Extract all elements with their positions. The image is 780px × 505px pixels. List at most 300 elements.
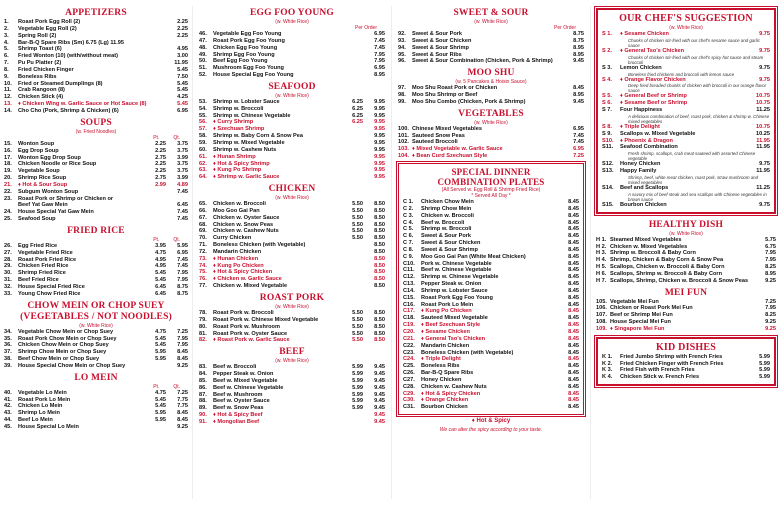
item-name: Chicken Chow Mein xyxy=(421,198,474,205)
price-pint: 5.45 xyxy=(155,335,166,342)
item-name: Curry Chicken xyxy=(213,235,252,242)
section-subtitle: (w. White Rice) xyxy=(275,195,309,202)
menu-item xyxy=(199,31,385,38)
price-quart: 8.45 xyxy=(568,281,579,288)
menu-item xyxy=(4,390,188,397)
menu-item xyxy=(4,26,188,33)
price-quart: 7.45 xyxy=(573,132,584,139)
item-name: Shrimp w. Chinese Vegetable xyxy=(213,112,291,119)
menu-item xyxy=(199,113,385,120)
pt-qt-header: Pt. Qt. xyxy=(153,134,180,141)
item-number: 64. xyxy=(199,174,207,181)
item-name: Boneless Ribs xyxy=(421,363,460,370)
soups-section xyxy=(4,118,188,223)
menu-item xyxy=(398,153,584,160)
menu-item-list xyxy=(398,31,584,65)
item-name: Scallops, Chicken w. Broccoli & Baby Corn xyxy=(610,264,725,271)
item-name: House Special Egg Foo Young xyxy=(213,72,294,79)
section-subtitle: (w. White Rice) xyxy=(275,358,309,365)
price-pint: 6.25 xyxy=(352,119,363,126)
item-number: H 7. xyxy=(596,277,607,284)
beef-section xyxy=(199,347,385,426)
menu-item xyxy=(602,161,770,168)
section-title: SPECIAL DINNER xyxy=(451,166,531,177)
item-number: 106. xyxy=(596,305,607,312)
price-quart: 9.95 xyxy=(374,160,385,167)
item-number: 42. xyxy=(4,403,12,410)
item-name: ♦ General Tso's Chicken xyxy=(620,47,685,54)
item-number: 38. xyxy=(4,356,12,363)
price-pint: 6.45 xyxy=(155,290,166,297)
item-name: Chicken w. Broccoli xyxy=(421,212,474,219)
menu-item xyxy=(403,288,579,295)
item-name: ♦ Curry Shrimp xyxy=(213,119,254,126)
price-quart: 5.99 xyxy=(759,353,770,360)
price-quart: 7.75 xyxy=(177,396,188,403)
item-name: Shrimp w. Broccoli & Baby Corn xyxy=(610,250,696,257)
price-pint: 2.75 xyxy=(155,175,166,182)
item-number: S10. xyxy=(602,137,614,144)
menu-item xyxy=(403,370,579,377)
item-name: Bourbon Chicken xyxy=(620,201,667,208)
price-quart: 8.45 xyxy=(568,267,579,274)
price-quart: 7.45 xyxy=(573,139,584,146)
item-name: Bar-B-Q Spare Ribs (Sm) 6.75 (Lg) 11.95 xyxy=(18,39,125,46)
price-quart: 8.95 xyxy=(374,72,385,79)
price-pint: 5.99 xyxy=(352,405,363,412)
item-name: Roast Pork Egg Foo Young xyxy=(421,294,493,301)
section-title: MEI FUN xyxy=(664,287,708,298)
item-number: 27. xyxy=(4,249,12,256)
price-pint: 7.50 xyxy=(177,73,188,80)
price-quart: 9.95 xyxy=(374,174,385,181)
item-number: H 1. xyxy=(596,236,607,243)
item-number: 48. xyxy=(199,44,207,51)
item-number: C19. xyxy=(403,322,415,329)
price-quart: 8.50 xyxy=(374,201,385,208)
item-description: A delicious combination of beef, roast pork, chicken & shrimp w. Chinese mixed vegetables xyxy=(628,113,770,124)
kid-dishes-box xyxy=(596,337,776,386)
item-name: Shrimp Rice Soup xyxy=(18,175,67,182)
item-number: 107. xyxy=(596,312,607,319)
price-pint: 2.99 xyxy=(155,181,166,188)
price-quart: 5.99 xyxy=(759,374,770,381)
menu-item xyxy=(403,397,579,404)
item-number: 30. xyxy=(4,270,12,277)
price-quart: 6.75 xyxy=(765,243,776,250)
menu-item xyxy=(596,271,776,278)
price-quart: 10.75 xyxy=(756,93,770,100)
item-name: Boneless Chicken (with Vegetable) xyxy=(213,242,306,249)
item-number: S15. xyxy=(602,201,614,208)
item-number: 94. xyxy=(398,44,406,51)
item-description: Shrimp, beef, white meat chicken, roast pork, straw mushroom and mixed vegetables xyxy=(628,174,759,185)
menu-item xyxy=(199,263,385,270)
item-name: Pepper Steak w. Onion xyxy=(213,371,274,378)
price-quart: 8.45 xyxy=(568,383,579,390)
section-title: ROAST PORK xyxy=(259,293,325,303)
item-name: Sweet & Sour Pork xyxy=(412,31,463,37)
item-number: 1. xyxy=(4,19,9,25)
item-number: C27. xyxy=(403,376,415,383)
price-pint: 5.99 xyxy=(352,398,363,405)
section-title: MOO SHU xyxy=(467,68,515,79)
price-quart: 8.50 xyxy=(374,337,385,344)
menu-item xyxy=(4,403,188,410)
item-number: 50. xyxy=(199,58,207,65)
item-number: C17. xyxy=(403,308,415,315)
menu-item-list xyxy=(596,237,776,285)
price-quart: 9.95 xyxy=(374,139,385,146)
price-quart: 8.50 xyxy=(374,235,385,242)
per-order-header: Per Order xyxy=(554,25,576,31)
menu-item xyxy=(403,322,579,329)
item-number: 7. xyxy=(4,60,9,67)
item-name: Scallops, Shrimp, Chicken w. Broccoli & Snow Peas xyxy=(610,277,749,284)
item-name: ♦ Hot & Spicy Shrimp xyxy=(213,160,270,167)
item-name: Shrimp w. Mixed Vegetable xyxy=(213,139,285,146)
price-quart: 6.95 xyxy=(573,146,584,153)
price-quart: 8.50 xyxy=(374,214,385,221)
price-pint: 6.25 xyxy=(352,105,363,112)
menu-item xyxy=(403,302,579,309)
price-quart: 8.45 xyxy=(568,198,579,205)
item-number: C11. xyxy=(403,267,415,274)
menu-item xyxy=(596,250,776,257)
price-quart: 8.50 xyxy=(374,262,385,269)
item-name: ♦ General Beef or Shrimp xyxy=(620,93,687,100)
item-number: K 4. xyxy=(602,374,613,381)
price-quart: 9.95 xyxy=(374,112,385,119)
menu-item xyxy=(403,220,579,227)
menu-item xyxy=(602,144,770,151)
item-name: Chicken Fried Rice xyxy=(18,263,69,270)
price-pint: 5.45 xyxy=(155,277,166,284)
item-number: C29. xyxy=(403,390,415,397)
menu-item xyxy=(4,60,188,67)
menu-item xyxy=(199,133,385,140)
menu-item xyxy=(199,167,385,174)
item-name: House Special Yat Gaw Mein xyxy=(18,209,94,216)
item-name: Beef Egg Foo Young xyxy=(213,58,268,65)
roast-pork-section xyxy=(199,293,385,344)
item-number: 105. xyxy=(596,298,607,305)
menu-item xyxy=(596,278,776,285)
item-name: Beef Chow Mein or Chop Suey xyxy=(18,356,100,363)
item-number: 52. xyxy=(199,72,207,79)
menu-item xyxy=(4,53,188,60)
column-4 xyxy=(596,8,776,386)
item-name: Egg Fried Rice xyxy=(18,242,58,249)
item-number: 55. xyxy=(199,112,207,119)
menu-item xyxy=(199,208,385,215)
item-number: S 4. xyxy=(602,76,612,83)
item-name: ♦ Chicken w. Garlic Sauce xyxy=(213,276,282,283)
menu-item xyxy=(4,410,188,417)
item-number: 47. xyxy=(199,37,207,44)
menu-item xyxy=(4,81,188,88)
item-name: ♦ Kung Po Chicken xyxy=(213,262,264,269)
item-name: House Special Chow Mein or Chop Suey xyxy=(18,362,126,369)
menu-item xyxy=(398,126,584,133)
section-title: VEGETABLES xyxy=(458,108,524,119)
section-subtitle: (w. White Rice) xyxy=(79,322,113,329)
section-subtitle: (w. Fried Noodles) xyxy=(75,128,117,135)
price-quart: 8.50 xyxy=(374,323,385,330)
menu-item xyxy=(199,119,385,126)
menu-item-list xyxy=(199,201,385,290)
menu-item-list xyxy=(602,31,770,209)
menu-item xyxy=(199,249,385,256)
menu-item xyxy=(199,154,385,161)
price-quart: 8.45 xyxy=(177,356,188,363)
price-quart: 9.45 xyxy=(374,405,385,412)
price-pint: 2.25 xyxy=(177,25,188,32)
item-name: Boneless Ribs xyxy=(18,73,57,80)
item-name: ♦ Sesame Beef or Shrimp xyxy=(620,100,688,107)
price-pint: 2.25 xyxy=(155,147,166,154)
section-title: CHICKEN xyxy=(268,184,316,195)
item-number: C28. xyxy=(403,383,415,390)
item-name: Mandarin Chicken xyxy=(421,342,470,349)
item-name: Vegetable Egg Roll (2) xyxy=(18,25,77,32)
item-number: S11. xyxy=(602,144,614,151)
price-pint: 2.25 xyxy=(155,161,166,168)
item-number: 10. xyxy=(4,80,12,87)
item-name: Vegetable Mei Fun xyxy=(610,298,659,305)
item-number: C10. xyxy=(403,260,415,267)
price-quart: 8.45 xyxy=(568,342,579,349)
menu-item xyxy=(4,202,188,209)
item-name: Roast Pork w. Oyster Sauce xyxy=(213,330,288,337)
item-number: 65. xyxy=(199,201,207,208)
price-pint: 5.50 xyxy=(352,310,363,316)
item-number: S 3. xyxy=(602,64,612,71)
menu-item xyxy=(602,354,770,361)
item-name: Roast Pork Lo Mein xyxy=(18,396,71,403)
price-quart: 5.75 xyxy=(765,236,776,243)
item-number: C 1. xyxy=(403,198,414,205)
item-name: Mandarin Chicken xyxy=(213,248,262,255)
item-name: Chicken Egg Foo Young xyxy=(213,44,278,51)
menu-item xyxy=(199,331,385,338)
price-quart: 8.45 xyxy=(568,212,579,219)
pt-qt-header: Pt. Qt. xyxy=(153,236,180,243)
price-quart: 5.99 xyxy=(759,360,770,367)
item-name: Chicken Stick w. French Fries xyxy=(620,374,700,381)
menu-item xyxy=(4,424,188,431)
item-name: Chicken w. Mixed Vegetable xyxy=(213,283,288,290)
menu-item xyxy=(403,404,579,411)
item-name: Fried Jumbo Shrimp with French Fries xyxy=(620,353,723,360)
item-name: ♦ Hot & Spicy Beef xyxy=(213,412,263,419)
item-name: Beef or Shrimp Mei Fun xyxy=(610,312,673,319)
price-quart: 9.25 xyxy=(177,362,188,369)
price-quart: 8.45 xyxy=(177,410,188,417)
price-quart: 8.50 xyxy=(374,228,385,235)
menu-item xyxy=(4,243,188,250)
item-name: Sweet & Sour Chicken xyxy=(412,37,472,44)
menu-item xyxy=(4,189,188,196)
menu-item xyxy=(199,317,385,324)
price-quart: 7.95 xyxy=(177,342,188,349)
menu-item xyxy=(199,126,385,133)
price-quart: 8.45 xyxy=(568,370,579,377)
menu-item xyxy=(4,342,188,349)
item-name: Sweet & Sour Combination (Chicken, Pork & Shrimp) xyxy=(412,58,553,65)
menu-item xyxy=(398,45,584,52)
item-number: 29. xyxy=(4,263,12,270)
item-name: Chicken w. Broccoli xyxy=(213,201,266,208)
item-number: 88. xyxy=(199,398,207,405)
pt-qt-header: Pt. Qt. xyxy=(153,383,180,390)
menu-item xyxy=(602,361,770,368)
price-quart: 7.45 xyxy=(177,209,188,216)
item-number: 93. xyxy=(398,37,406,44)
menu-item xyxy=(199,140,385,147)
price-quart: 9.95 xyxy=(374,119,385,126)
price-pint: 6.95 xyxy=(177,107,188,114)
item-number: 66. xyxy=(199,207,207,214)
menu-item xyxy=(199,324,385,331)
menu-item xyxy=(199,269,385,276)
price-quart: 9.95 xyxy=(374,167,385,174)
menu-item-list xyxy=(4,141,188,223)
menu-item xyxy=(403,233,579,240)
item-name: Fried Chicken Finger xyxy=(18,66,74,73)
menu-item xyxy=(398,52,584,59)
price-pint: 5.50 xyxy=(352,214,363,221)
menu-item xyxy=(4,148,188,155)
menu-item xyxy=(4,175,188,182)
price-quart: 8.50 xyxy=(374,207,385,214)
item-name: Young Chow Fried Rice xyxy=(18,290,81,297)
menu-item-list xyxy=(398,126,584,160)
menu-item xyxy=(403,363,579,370)
price-quart: 9.95 xyxy=(374,153,385,160)
item-number: 54. xyxy=(199,105,207,112)
item-name: ♦ General Tso's Chicken xyxy=(421,335,486,342)
menu-item xyxy=(602,107,770,114)
menu-item xyxy=(4,216,188,223)
price-quart: 8.45 xyxy=(568,240,579,247)
item-number: 24. xyxy=(4,209,12,216)
item-number: C 6. xyxy=(403,233,414,240)
healthy-dish-section xyxy=(596,220,776,285)
item-number: 79. xyxy=(199,316,207,323)
price-pint: 5.50 xyxy=(352,228,363,235)
price-quart: 8.45 xyxy=(568,294,579,301)
item-number: 61. xyxy=(199,153,207,160)
item-name: Bar-B-Q Spare Ribs xyxy=(421,370,474,377)
menu-item xyxy=(602,185,770,192)
price-quart: 9.95 xyxy=(374,98,385,105)
item-number: 83. xyxy=(199,364,207,371)
price-quart: 11.25 xyxy=(756,107,770,114)
item-number: 39. xyxy=(4,362,12,369)
item-name: Roast Pork Lo Mein xyxy=(421,301,474,308)
price-quart: 3.75 xyxy=(177,140,188,147)
item-number: 85. xyxy=(199,377,207,384)
item-number: 80. xyxy=(199,323,207,330)
item-name: ♦ Bean Curd Szechuan Style xyxy=(412,153,488,160)
item-number: K 2. xyxy=(602,360,613,367)
price-pint: 5.95 xyxy=(155,349,166,356)
item-number: 102. xyxy=(398,139,409,146)
price-pint: 5.50 xyxy=(352,235,363,242)
price-quart: 8.45 xyxy=(568,226,579,233)
price-quart: 8.45 xyxy=(568,315,579,322)
menu-item xyxy=(4,19,188,26)
item-name: ♦ Roast Pork w. Garlic Sauce xyxy=(213,337,290,344)
menu-item-list xyxy=(596,299,776,333)
item-name: Crab Rangoon (8) xyxy=(18,87,65,94)
item-number: 72. xyxy=(199,248,207,255)
item-number: 13. xyxy=(4,101,12,108)
price-quart: 8.45 xyxy=(568,329,579,335)
menu-item xyxy=(403,281,579,288)
price-quart: 8.45 xyxy=(568,308,579,315)
price-quart: 10.75 xyxy=(756,123,770,130)
item-name: Wonton Soup xyxy=(18,140,55,147)
item-number: C12. xyxy=(403,274,415,281)
item-number: 51. xyxy=(199,65,207,72)
menu-item xyxy=(596,244,776,251)
price-pint: 5.45 xyxy=(155,403,166,410)
item-name: ♦ Beef Szechuan Style xyxy=(421,322,481,329)
item-name: Chicken w. Cashew Nuts xyxy=(213,228,279,235)
menu-item xyxy=(199,256,385,263)
item-name: Sweet & Sour Shrimp xyxy=(412,44,469,51)
item-name: Beef w. Broccoli xyxy=(213,364,257,371)
price-quart: 9.45 xyxy=(374,398,385,405)
menu-item xyxy=(199,385,385,392)
price-pint: 2.25 xyxy=(177,32,188,39)
item-number: 15. xyxy=(4,140,12,147)
price-quart: 11.25 xyxy=(756,184,770,191)
item-number: 14. xyxy=(4,107,12,114)
item-number: K 1. xyxy=(602,353,613,360)
item-name: Wonton Egg Drop Soup xyxy=(18,154,81,161)
menu-item xyxy=(199,242,385,249)
price-pint: 5.45 xyxy=(177,101,188,108)
price-quart: 3.75 xyxy=(177,147,188,154)
price-quart: 9.75 xyxy=(759,64,770,71)
menu-item xyxy=(199,392,385,399)
section-title: KID DISHES xyxy=(655,341,717,353)
price-pint: 5.99 xyxy=(352,391,363,398)
item-number: 100. xyxy=(398,125,409,132)
menu-item xyxy=(602,65,770,72)
item-number: 68. xyxy=(199,221,207,228)
price-quart: 7.25 xyxy=(765,298,776,305)
price-quart: 7.95 xyxy=(374,51,385,58)
price-quart: 5.99 xyxy=(759,367,770,374)
item-name: Seafood Soup xyxy=(18,216,56,223)
price-quart: 6.95 xyxy=(573,125,584,132)
item-number: S 8. xyxy=(602,123,612,130)
item-number: 35. xyxy=(4,335,12,342)
item-number: 41. xyxy=(4,396,12,403)
price-quart: 8.75 xyxy=(177,290,188,297)
item-name: Roast Pork Egg Foo Young xyxy=(213,37,285,44)
menu-item xyxy=(4,209,188,216)
price-quart: 8.95 xyxy=(765,270,776,277)
price-quart: 8.45 xyxy=(568,233,579,240)
menu-item xyxy=(4,108,188,115)
price-quart: 8.45 xyxy=(568,349,579,356)
price-quart: 6.45 xyxy=(177,202,188,209)
